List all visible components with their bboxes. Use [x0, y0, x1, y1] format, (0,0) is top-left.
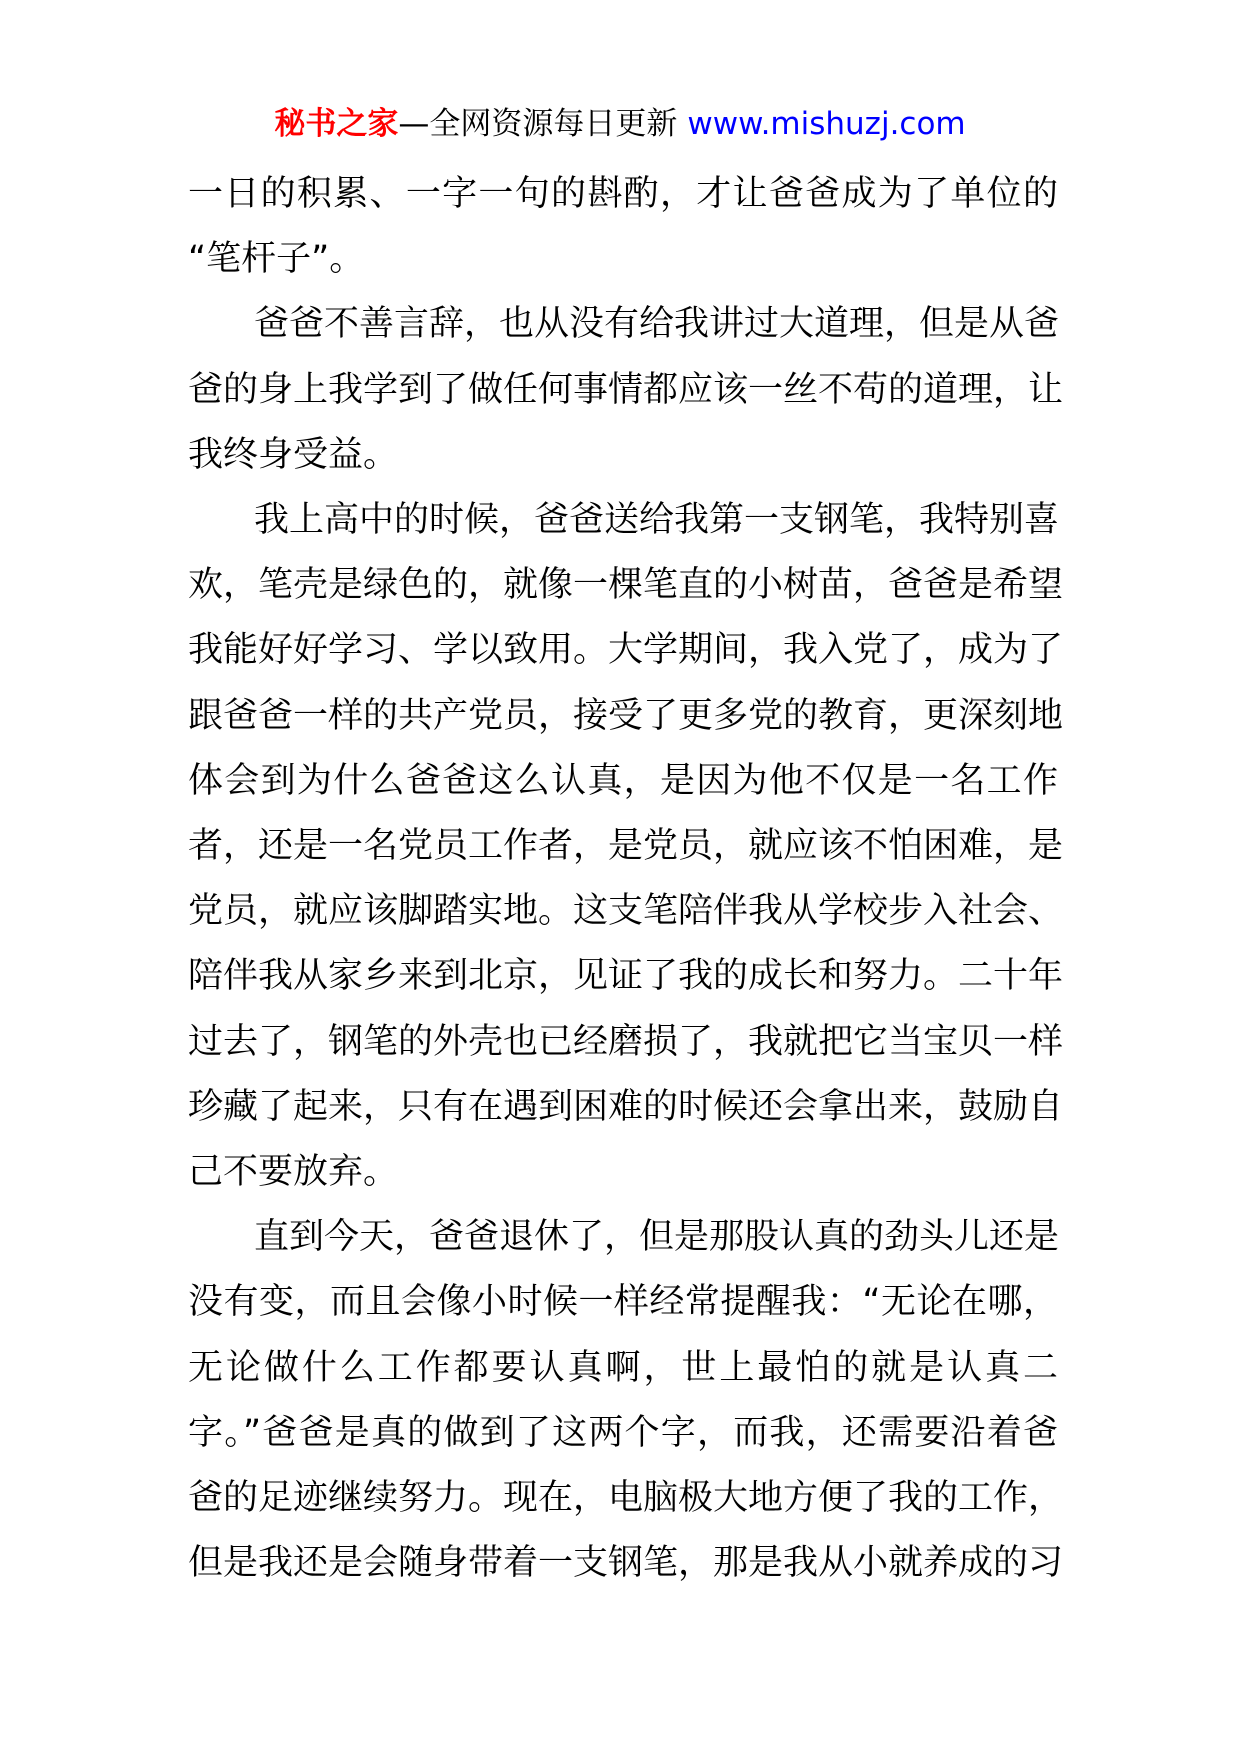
text-line: 我能好好学习、学以致用。大学期间，我入党了，成为了	[188, 630, 1064, 671]
text-line: 无论做什么工作都要认真啊，世上最怕的就是认真二	[188, 1347, 1058, 1388]
header-dash: —	[398, 106, 430, 142]
text-line: 欢，笔壳是绿色的，就像一棵笔直的小树苗，爸爸是希望	[188, 565, 1064, 606]
paragraph-4	[188, 1205, 1064, 1596]
page-header	[0, 100, 1240, 148]
text-line: 我上高中的时候，爸爸送给我第一支钢笔，我特别喜	[254, 500, 1060, 541]
text-line: 我终身受益。	[188, 434, 399, 475]
text-line: 党员，就应该脚踏实地。这支笔陪伴我从学校步入社会、	[188, 891, 1064, 932]
document-body	[188, 162, 1064, 1596]
text-line: 陪伴我从家乡来到北京，见证了我的成长和努力。二十年	[188, 956, 1064, 997]
text-line: 己不要放弃。	[188, 1152, 399, 1193]
text-line: 爸爸不善言辞，也从没有给我讲过大道理，但是从爸	[254, 304, 1060, 345]
text-line: 没有变，而且会像小时候一样经常提醒我：“无论在哪，	[188, 1282, 1058, 1323]
paragraph-3	[188, 488, 1064, 1205]
text-line: 一日的积累、一字一句的斟酌，才让爸爸成为了单位的	[188, 174, 1058, 214]
text-line: 爸的身上我学到了做任何事情都应该一丝不苟的道理，让	[188, 369, 1064, 410]
brand-name: 秘书之家	[274, 106, 399, 142]
text-line: 但是我还是会随身带着一支钢笔，那是我从小就养成的习	[188, 1543, 1064, 1584]
header-url-link[interactable]: www.mishuzj.com	[687, 106, 966, 142]
text-line: 跟爸爸一样的共产党员，接受了更多党的教育，更深刻地	[188, 695, 1064, 736]
text-line: 者，还是一名党员工作者，是党员，就应该不怕困难，是	[188, 826, 1064, 867]
text-line: 直到今天，爸爸退休了，但是那股认真的劲头儿还是	[254, 1217, 1060, 1258]
text-line: 爸的足迹继续努力。现在，电脑极大地方便了我的工作，	[188, 1478, 1064, 1519]
text-line: 体会到为什么爸爸这么认真，是因为他不仅是一名工作	[188, 760, 1058, 801]
text-line: 珍藏了起来，只有在遇到困难的时候还会拿出来，鼓励自	[188, 1086, 1064, 1127]
text-line: 字。”爸爸是真的做到了这两个字，而我，还需要沿着爸	[188, 1412, 1058, 1453]
header-slogan: 全网资源每日更新	[429, 106, 678, 142]
paragraph-2	[188, 292, 1064, 488]
text-line: “笔杆子”。	[188, 239, 365, 280]
paragraph-1	[188, 162, 1058, 292]
text-line: 过去了，钢笔的外壳也已经磨损了，我就把它当宝贝一样	[188, 1021, 1064, 1062]
